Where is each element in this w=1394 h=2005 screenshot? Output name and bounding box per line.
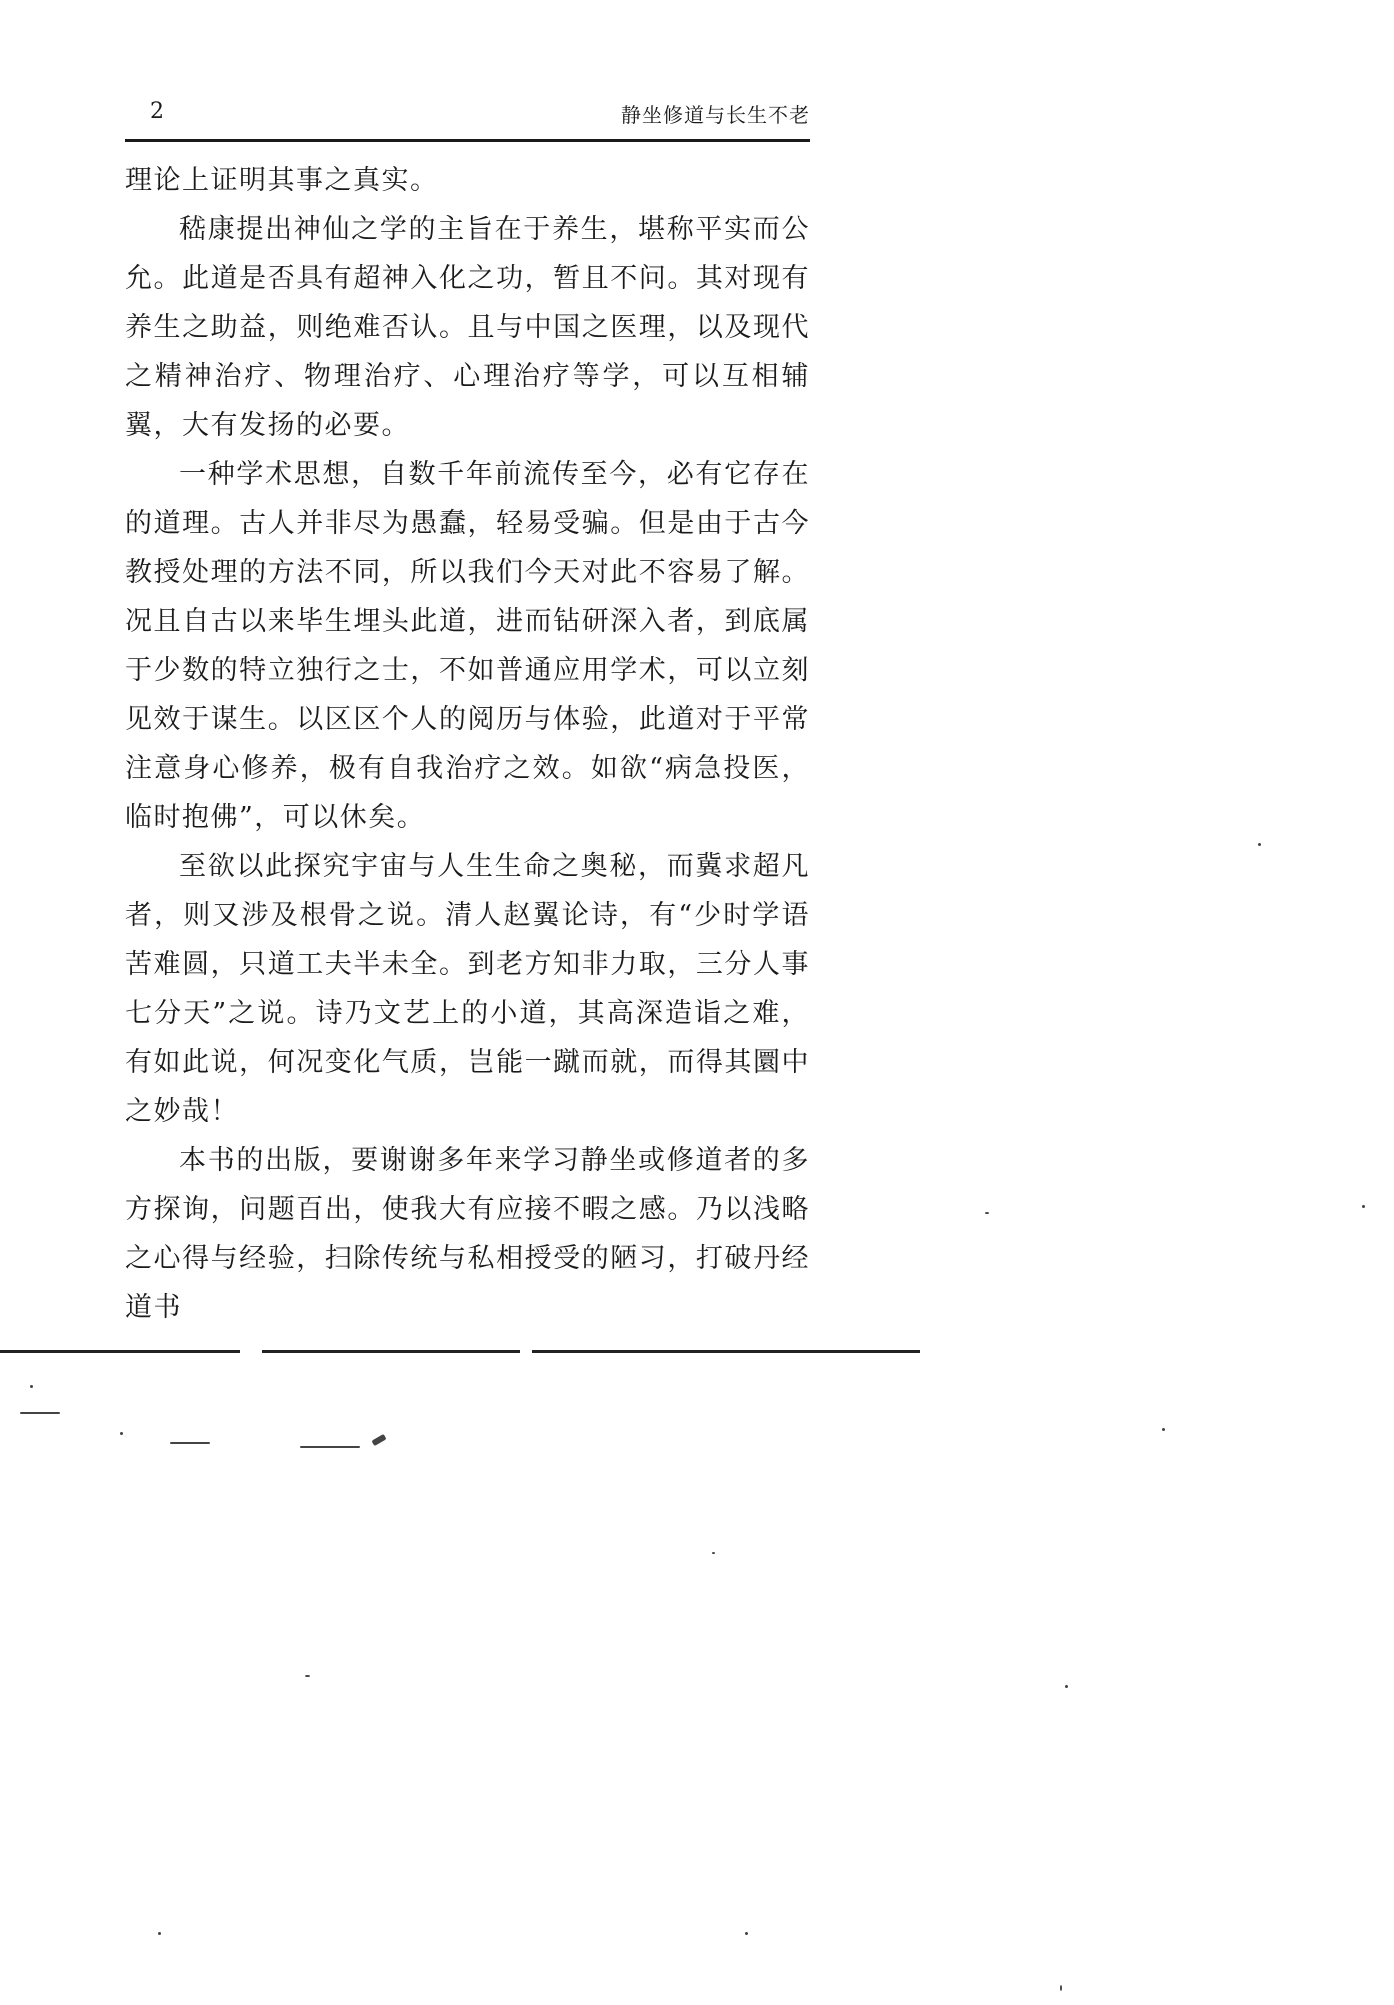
scan-speck	[305, 1675, 310, 1677]
scan-speck	[1162, 1428, 1165, 1431]
paragraph-2: 嵇康提出神仙之学的主旨在于养生，堪称平实而公允。此道是否具有超神入化之功，暂且不问。其对现有养生之助益，则绝难否认。且与中国之医理，以及现代之精神治疗、物理治疗、心理治疗等学，可以互相辅翼，大有发扬的必要。	[125, 214, 810, 441]
scan-speck	[371, 1434, 386, 1446]
scan-line-segment	[262, 1350, 520, 1353]
scan-line-segment	[0, 1350, 240, 1353]
paragraph-1: 理论上证明其事之真实。	[125, 165, 439, 196]
running-title: 静坐修道与长生不老	[621, 103, 810, 127]
scan-speck	[300, 1446, 360, 1448]
scan-speck	[745, 1932, 748, 1935]
scan-speck	[1060, 1985, 1062, 1991]
scan-speck	[120, 1432, 123, 1435]
body-text	[125, 156, 810, 1332]
paragraph-5: 本书的出版，要谢谢多年来学习静坐或修道者的多方探询，问题百出，使我大有应接不暇之感。乃以浅略之心得与经验，扫除传统与私相授受的陋习，打破丹经道书	[125, 1145, 810, 1323]
scan-speck	[20, 1412, 60, 1414]
scan-speck	[1258, 843, 1261, 846]
scan-line-segment	[532, 1350, 920, 1353]
page-number: 2	[150, 99, 164, 124]
paragraph-4: 至欲以此探究宇宙与人生生命之奥秘，而冀求超凡者，则又涉及根骨之说。清人赵翼论诗，有“少时学语苦难圆，只道工夫半未全。到老方知非力取，三分人事七分天”之说。诗乃文艺上的小道，其高深造诣之难，有如此说，何况变化气质，岂能一蹴而就，而得其圜中之妙哉！	[125, 851, 810, 1127]
scan-speck	[1065, 1685, 1068, 1688]
scan-speck	[712, 1552, 715, 1554]
scan-speck	[158, 1932, 161, 1935]
scan-speck	[985, 1212, 989, 1214]
header-rule	[125, 139, 810, 142]
scan-speck	[170, 1442, 210, 1444]
paragraph-3: 一种学术思想，自数千年前流传至今，必有它存在的道理。古人并非尽为愚蠢，轻易受骗。但是由于古今教授处理的方法不同，所以我们今天对此不容易了解。况且自古以来毕生埋头此道，进而钻研深入者，到底属于少数的特立独行之士，不如普通应用学术，可以立刻见效于谋生。以区区个人的阅历与体验，此道对于平常注意身心修养，极有自我治疗之效。如欲“病急投医，临时抱佛”，可以休矣。	[125, 459, 810, 833]
scan-speck	[30, 1385, 33, 1388]
scan-speck	[1362, 1205, 1365, 1208]
